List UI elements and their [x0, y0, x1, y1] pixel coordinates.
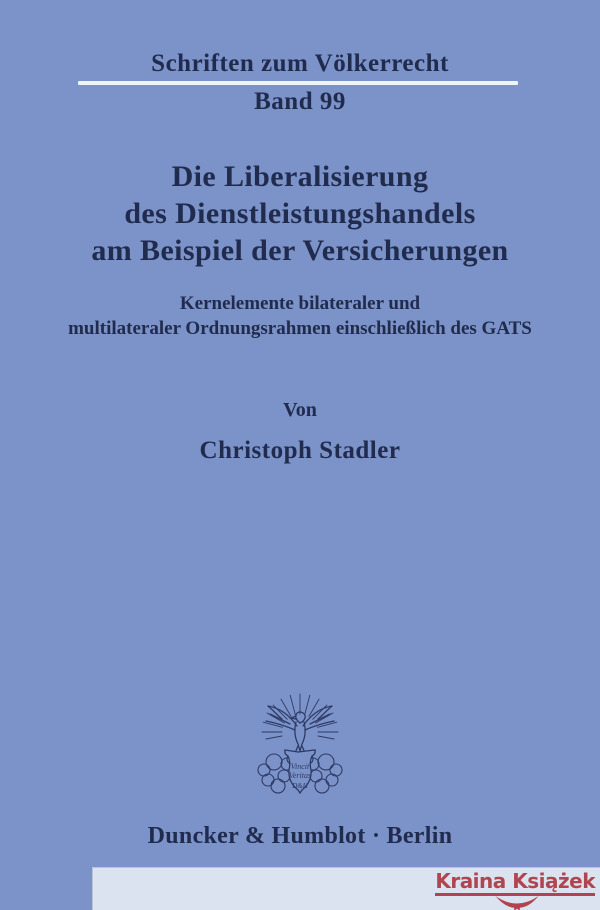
series-volume: Band 99 [254, 88, 346, 115]
open-book-icon [494, 896, 540, 910]
byline: Von [283, 399, 317, 421]
series-title: Schriften zum Völkerrecht [151, 50, 449, 77]
motto-line-2: Veritas [288, 771, 312, 780]
book-subtitle-line-2: multilateraler Ordnungsrahmen einschließlich des GATS [68, 318, 532, 339]
book-title-line-1: Die Liberalisierung [171, 160, 429, 193]
store-watermark-label: Kraina Książek [435, 869, 595, 896]
author-name: Christoph Stadler [199, 437, 401, 464]
publisher-eagle-emblem-icon [254, 690, 346, 794]
store-watermark-band [92, 867, 600, 910]
book-title-line-3: am Beispiel der Versicherungen [91, 234, 509, 267]
book-title [0, 158, 600, 269]
book-title-line-2: des Dienstleistungshandels [124, 197, 476, 230]
motto-line-1: Vincit [290, 762, 310, 771]
publisher-initials: D&H [292, 782, 308, 790]
series-divider-rule [78, 81, 518, 85]
book-subtitle [0, 291, 600, 341]
sunburst-rays-icon [262, 694, 338, 739]
motto-banner [285, 750, 315, 793]
publisher-imprint: Duncker & Humblot · Berlin [147, 823, 453, 849]
book-subtitle-line-1: Kernelemente bilateraler und [179, 293, 421, 314]
